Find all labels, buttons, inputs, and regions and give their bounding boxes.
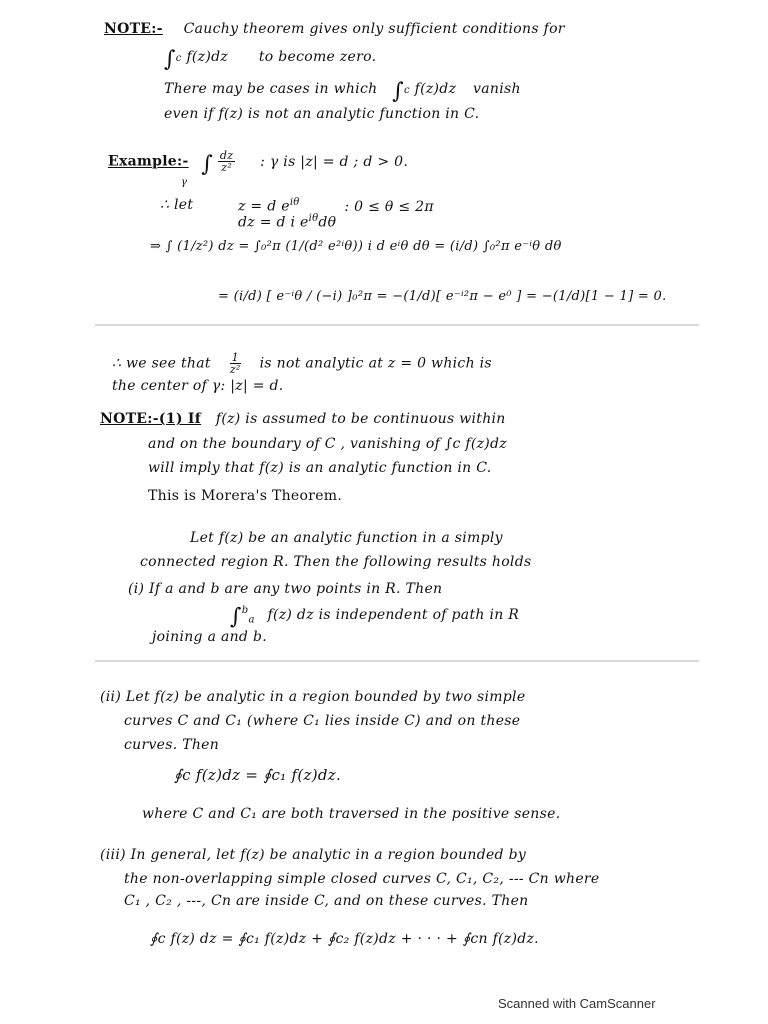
example-condition: : γ is |z| = d ; d > 0. xyxy=(260,153,409,170)
text-line: Let f(z) be an analytic function in a simply xyxy=(190,530,503,546)
text-line: (i) If a and b are any two points in R. Then xyxy=(128,581,443,597)
text-line: is not analytic at z = 0 which is xyxy=(259,355,492,372)
let-text: ∴ let xyxy=(160,197,194,213)
text-line: (iii) In general, let f(z) be analytic in a region bounded by xyxy=(100,847,527,863)
page-separator xyxy=(95,660,699,662)
text-line: and on the boundary of C , vanishing of ∫c f(z)dz xyxy=(148,436,507,452)
text-line: This is Morera's Theorem. xyxy=(148,488,343,504)
text-line: where C and C₁ are both traversed in the positive sense. xyxy=(142,806,561,822)
text-line: ∴ we see that xyxy=(112,355,211,372)
text-line: curves C and C₁ (where C₁ lies inside C) and on these xyxy=(124,713,521,729)
param-exponent: iθ xyxy=(289,197,300,208)
param-line-1: z = d e xyxy=(238,198,290,215)
param-line-2-end: dθ xyxy=(318,214,337,231)
param-line-2: dz = d i e xyxy=(238,214,309,231)
param-range: : 0 ≤ θ ≤ 2π xyxy=(344,198,434,215)
page-separator xyxy=(95,324,699,326)
text-line: f(z) is assumed to be continuous within xyxy=(215,411,506,427)
derivation-step-2: = (i/d) [ e⁻ⁱθ / (−i) ]₀²π = −(1/d)[ e⁻ⁱ²π − e⁰ ] = −(1/d)[1 − 1] = 0. xyxy=(218,289,667,304)
text-line: to become zero. xyxy=(258,49,377,65)
text-line: the non-overlapping simple closed curves C, C₁, C₂, --- Cn where xyxy=(124,871,600,887)
integral-expression: f(z)dz xyxy=(414,81,457,97)
text-line: Cauchy theorem gives only sufficient conditions for xyxy=(183,21,565,37)
equation-1: ∮c f(z)dz = ∮c₁ f(z)dz. xyxy=(174,766,342,784)
scanned-page: NOTE:- Cauchy theorem gives only sufficient conditions for ∫c f(z)dz to become zero. There may be cases in which ∫c f(z)dz vanish even if f(z) is not an analytic function in C. Example:- ∫ $\frac{dz}{\text{z²}}$ : γ is |z| = d ; d > 0. γ ∴ let z = d $e^{i\theta}$ : 0 ≤ θ ≤ 2π dz = d i $e^{i\theta}d\theta$ ⇒ ∫ (1/z²) dz = ∫₀²π (1/(d² e²ⁱθ)) i d eⁱθ dθ = (i/d) ∫₀²π e⁻ⁱθ dθ = (i/d) [ e⁻ⁱθ / (−i) ]₀²π = −(1/d)[ e⁻ⁱ²π − e⁰ ] = −(1/d)[1 − 1] = 0. ∴ we see that $\frac{1}{\text{z²}}$ is not analytic at z = 0 which is the center of γ: |z| = d. NOTE:-(1) If f(z) is assumed to be continuous within and on the boundary of C , vanishing of ∫c f(z)dz will imply that f(z) is an analytic function in C. This is Morera's Theorem. Let f(z) be an analytic function in a simply connected region R. Then the following results holds (i) If a and b are any two points in R. Then ∫$^b_a$ f(z) dz is independent of path in R joining a and b. (ii) Let f(z) be analytic in a region bounded by two simple curves C and C₁ (where C₁ lies inside C) and on these curves. Then ∮c f(z)dz = ∮c₁ f(z)dz. where C and C₁ are both traversed in the positive sense. (iii) In general, let f(z) be analytic in a region bounded by the non-overlapping simple closed curves C, C₁, C₂, --- Cn where C₁ , C₂ , ---, Cn are inside C, and on these curves. Then ∮c f(z) dz = ∮c₁ f(z)dz + ∮c₂ f(z)dz + · · · + ∮cn f(z)dz. Scanned with CamScanner xyxy=(0,0,768,1024)
derivation-step-1: ⇒ ∫ (1/z²) dz = ∫₀²π (1/(d² e²ⁱθ)) i d eⁱθ dθ = (i/d) ∫₀²π e⁻ⁱθ dθ xyxy=(150,239,562,254)
example-label: Example:- xyxy=(108,153,189,170)
text-line: curves. Then xyxy=(124,737,220,753)
text-line: even if f(z) is not an analytic function in C. xyxy=(164,106,480,122)
text-line: connected region R. Then the following results holds xyxy=(140,554,532,570)
note-label: NOTE:-(1) If xyxy=(100,411,202,427)
text-line: There may be cases in which xyxy=(164,81,378,97)
scanner-watermark: Scanned with CamScanner xyxy=(498,996,656,1011)
text-line: vanish xyxy=(473,81,521,97)
equation-2: ∮c f(z) dz = ∮c₁ f(z)dz + ∮c₂ f(z)dz + · · · + ∮cn f(z)dz. xyxy=(150,931,539,947)
text-line: (ii) Let f(z) be analytic in a region bounded by two simple xyxy=(100,689,526,705)
text-line: C₁ , C₂ , ---, Cn are inside C, and on these curves. Then xyxy=(124,893,529,909)
integral-expression: f(z)dz xyxy=(186,49,229,65)
text-line: will imply that f(z) is an analytic function in C. xyxy=(148,460,492,476)
note-label: NOTE:- xyxy=(104,21,163,37)
text-line: the center of γ: |z| = d. xyxy=(112,378,284,394)
text-line: joining a and b. xyxy=(152,629,267,645)
text-line: f(z) dz is independent of path in R xyxy=(267,606,520,623)
